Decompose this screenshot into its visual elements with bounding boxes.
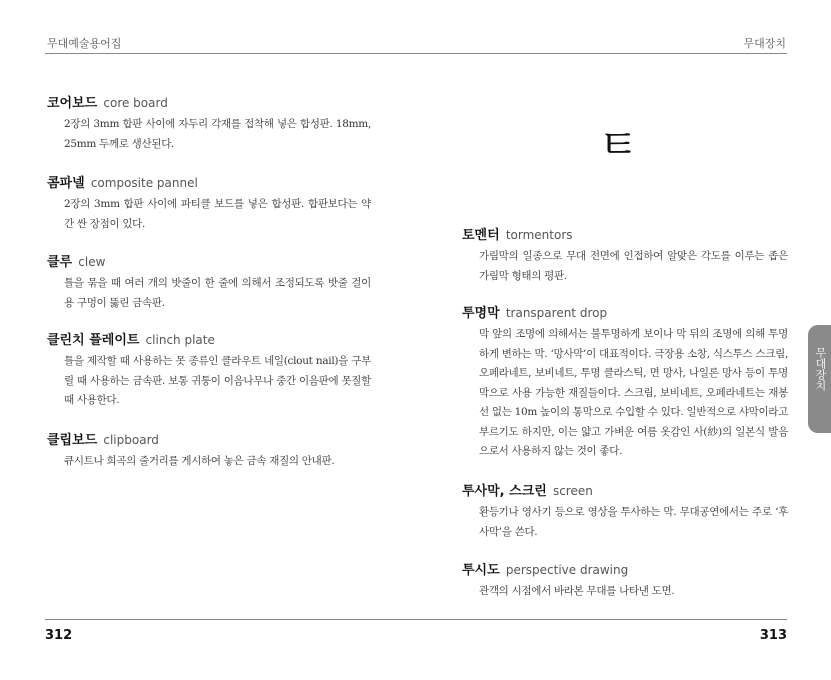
side-tab-label: 무대장치 [814,347,827,391]
entry-definition: 틀을 제작할 때 사용하는 못 종류인 클라우트 네일(clout nail)을 구부릴 때 사용하는 금속판. 보통 귀퉁이 이음나무나 중간 이음판에 못질할 때 사용한다. [64,355,371,406]
entry-definition: 큐시트나 희곡의 줄거리를 게시하여 놓은 금속 재질의 안내판. [64,455,335,467]
glossary-entry [47,174,371,234]
running-header-left: 무대예술용어집 [47,37,122,50]
glossary-entry [462,482,788,542]
entry-term [47,253,371,272]
entry-term [47,174,371,193]
entry-term [47,94,371,113]
entry-definition: 가림막의 일종으로 무대 전면에 인접하여 알맞은 각도를 이루는 좁은 가림막 형태의 평판. [479,250,788,282]
glossary-entry [47,431,371,472]
entry-definition: 막 앞의 조명에 의해서는 불투명하게 보이나 막 뒤의 조명에 의해 투명하게 변하는 막. ‘망사막’이 대표적이다. 극장용 소창, 식스투스 스크림, 오페라네트, 보비네트, 투명 클라스틱, 면 망사, 나일론 망사 등이 투명막으로 사용 가능한 재질들이다. 스크림, 보비네트, 오페라네트는 재봉선 없는 10m 높이의 통막으로 수입할 수 있다. 일반적으로 샤막이라고 부르기도 하지만, 이는 얇고 가벼운 여름 옷감인 사(紗)의 일본식 발음으로서 사용하지 않는 것이 좋다. [479,328,788,457]
term-korean: 콤파넬 [47,176,85,191]
entry-definition: 관객의 시점에서 바라본 무대를 나타낸 도면. [479,585,675,597]
page-number-left: 312 [45,628,73,643]
term-korean: 토멘터 [462,228,500,243]
term-korean: 코어보드 [47,96,98,111]
entry-term [462,226,788,245]
entry-definition: 2장의 3mm 합판 사이에 파티클 보드를 넣은 합성판. 합판보다는 약간 싼 장점이 있다. [64,198,371,230]
entry-definition: 2장의 3mm 합판 사이에 자두리 각재를 접착해 넣은 합성판. 18mm, 25mm 두께로 생산된다. [64,118,371,150]
entry-term [462,304,788,323]
term-english: screen [552,484,593,498]
glossary-entry [462,561,788,602]
term-korean: 투명막 [462,306,500,321]
entry-term [47,331,371,350]
term-english: clipboard [103,433,159,447]
term-english: core board [103,96,168,110]
glossary-entry [462,304,788,462]
glossary-entry [47,253,371,313]
section-side-tab [808,325,831,433]
term-english: clinch plate [145,333,215,347]
term-korean: 클린치 플레이트 [47,333,140,348]
glossary-entry [462,226,788,286]
section-letter: ㅌ [598,120,639,169]
entry-term [462,561,788,580]
entry-term [47,431,371,450]
entry-definition: 틀을 묶을 때 여러 개의 밧줄이 한 줄에 의해서 조정되도록 밧줄 걸이용 구멍이 뚫린 금속판. [64,277,371,309]
term-korean: 투시도 [462,563,500,578]
entry-term [462,482,788,501]
term-korean: 클루 [47,255,73,270]
term-english: perspective drawing [505,563,629,577]
header-rule [45,53,787,54]
term-english: clew [78,255,106,269]
term-english: tormentors [505,228,573,242]
page-number-right: 313 [759,628,787,643]
term-english: transparent drop [505,306,608,320]
glossary-entry [47,94,371,154]
glossary-entry [47,331,371,411]
footer-rule [45,619,787,620]
term-english: composite pannel [90,176,198,190]
term-korean: 클립보드 [47,433,98,448]
running-header-right: 무대장치 [743,37,786,50]
term-korean: 투사막, 스크린 [462,484,547,499]
entry-definition: 환등기나 영사기 등으로 영상을 투사하는 막. 무대공연에서는 주로 ‘후사막’을 쓴다. [479,506,788,538]
